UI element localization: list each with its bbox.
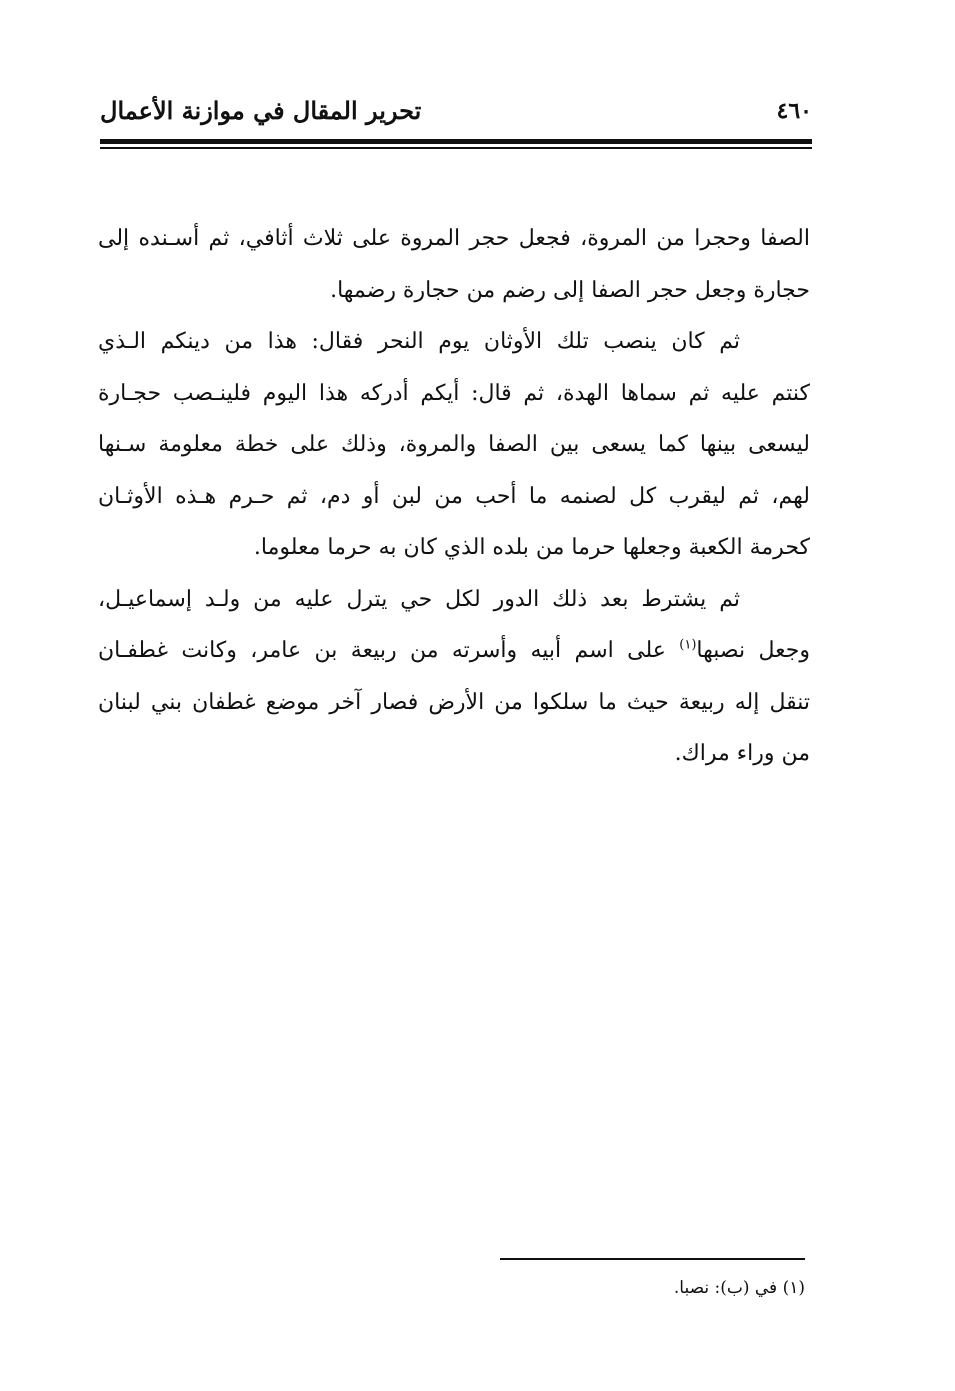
text-line: ثم كان ينصب تلك الأوثان يوم النحر فقال: هذا من دينكم الـذي — [98, 329, 740, 354]
text-line: كنتم عليه ثم سماها الهدة، ثم قال: أيكم أدركه هذا اليوم فلينـصب حجـارة — [98, 380, 810, 406]
text-line: ثم يشترط بعد ذلك الدور لكل حي يترل عليه من ولـد إسماعيـل، — [98, 586, 741, 612]
text-line: الصفا وحجرا من المروة، فجعل حجر المروة على ثلاث أثافي، ثم أسـنده إلى — [98, 226, 810, 251]
header-rule-thin — [100, 147, 812, 149]
text-line: حجارة وجعل حجر الصفا إلى رضم من حجارة رضمها. — [330, 277, 810, 303]
running-title: تحرير المقال في موازنة الأعمال — [100, 96, 422, 125]
text-line: ليسعى بينها كما يسعى بين الصفا والمروة، وذلك على خطة معلومة سـنها — [98, 432, 810, 457]
text-line: لهم، ثم ليقرب كل لصنمه ما أحب من لبن أو دم، ثم حـرم هـذه الأوثـان — [98, 483, 810, 509]
text-fragment: وجعل نصبها — [696, 638, 810, 663]
body-text — [98, 213, 810, 780]
page-number: ٤٦٠ — [776, 98, 812, 124]
footnote-marker: (١) — [679, 637, 697, 653]
text-line: من وراء مراك. — [674, 741, 810, 766]
page-header — [100, 92, 812, 132]
text-line: كحرمة الكعبة وجعلها حرما من بلده الذي كان به حرما معلوما. — [253, 535, 810, 560]
footnote: (١) في (ب): نصبا. — [673, 1278, 805, 1298]
footnote-separator — [500, 1258, 805, 1260]
text-fragment: على اسم أبيه وأسرته من ربيعة بن عامر، وكانت غطفـان — [98, 638, 680, 663]
header-rule-thick — [100, 139, 812, 144]
text-line — [98, 625, 810, 677]
text-line: تنقل إله ربيعة حيث ما سلكوا من الأرض فصار آخر موضع غطفان بني لبنان — [98, 689, 810, 715]
